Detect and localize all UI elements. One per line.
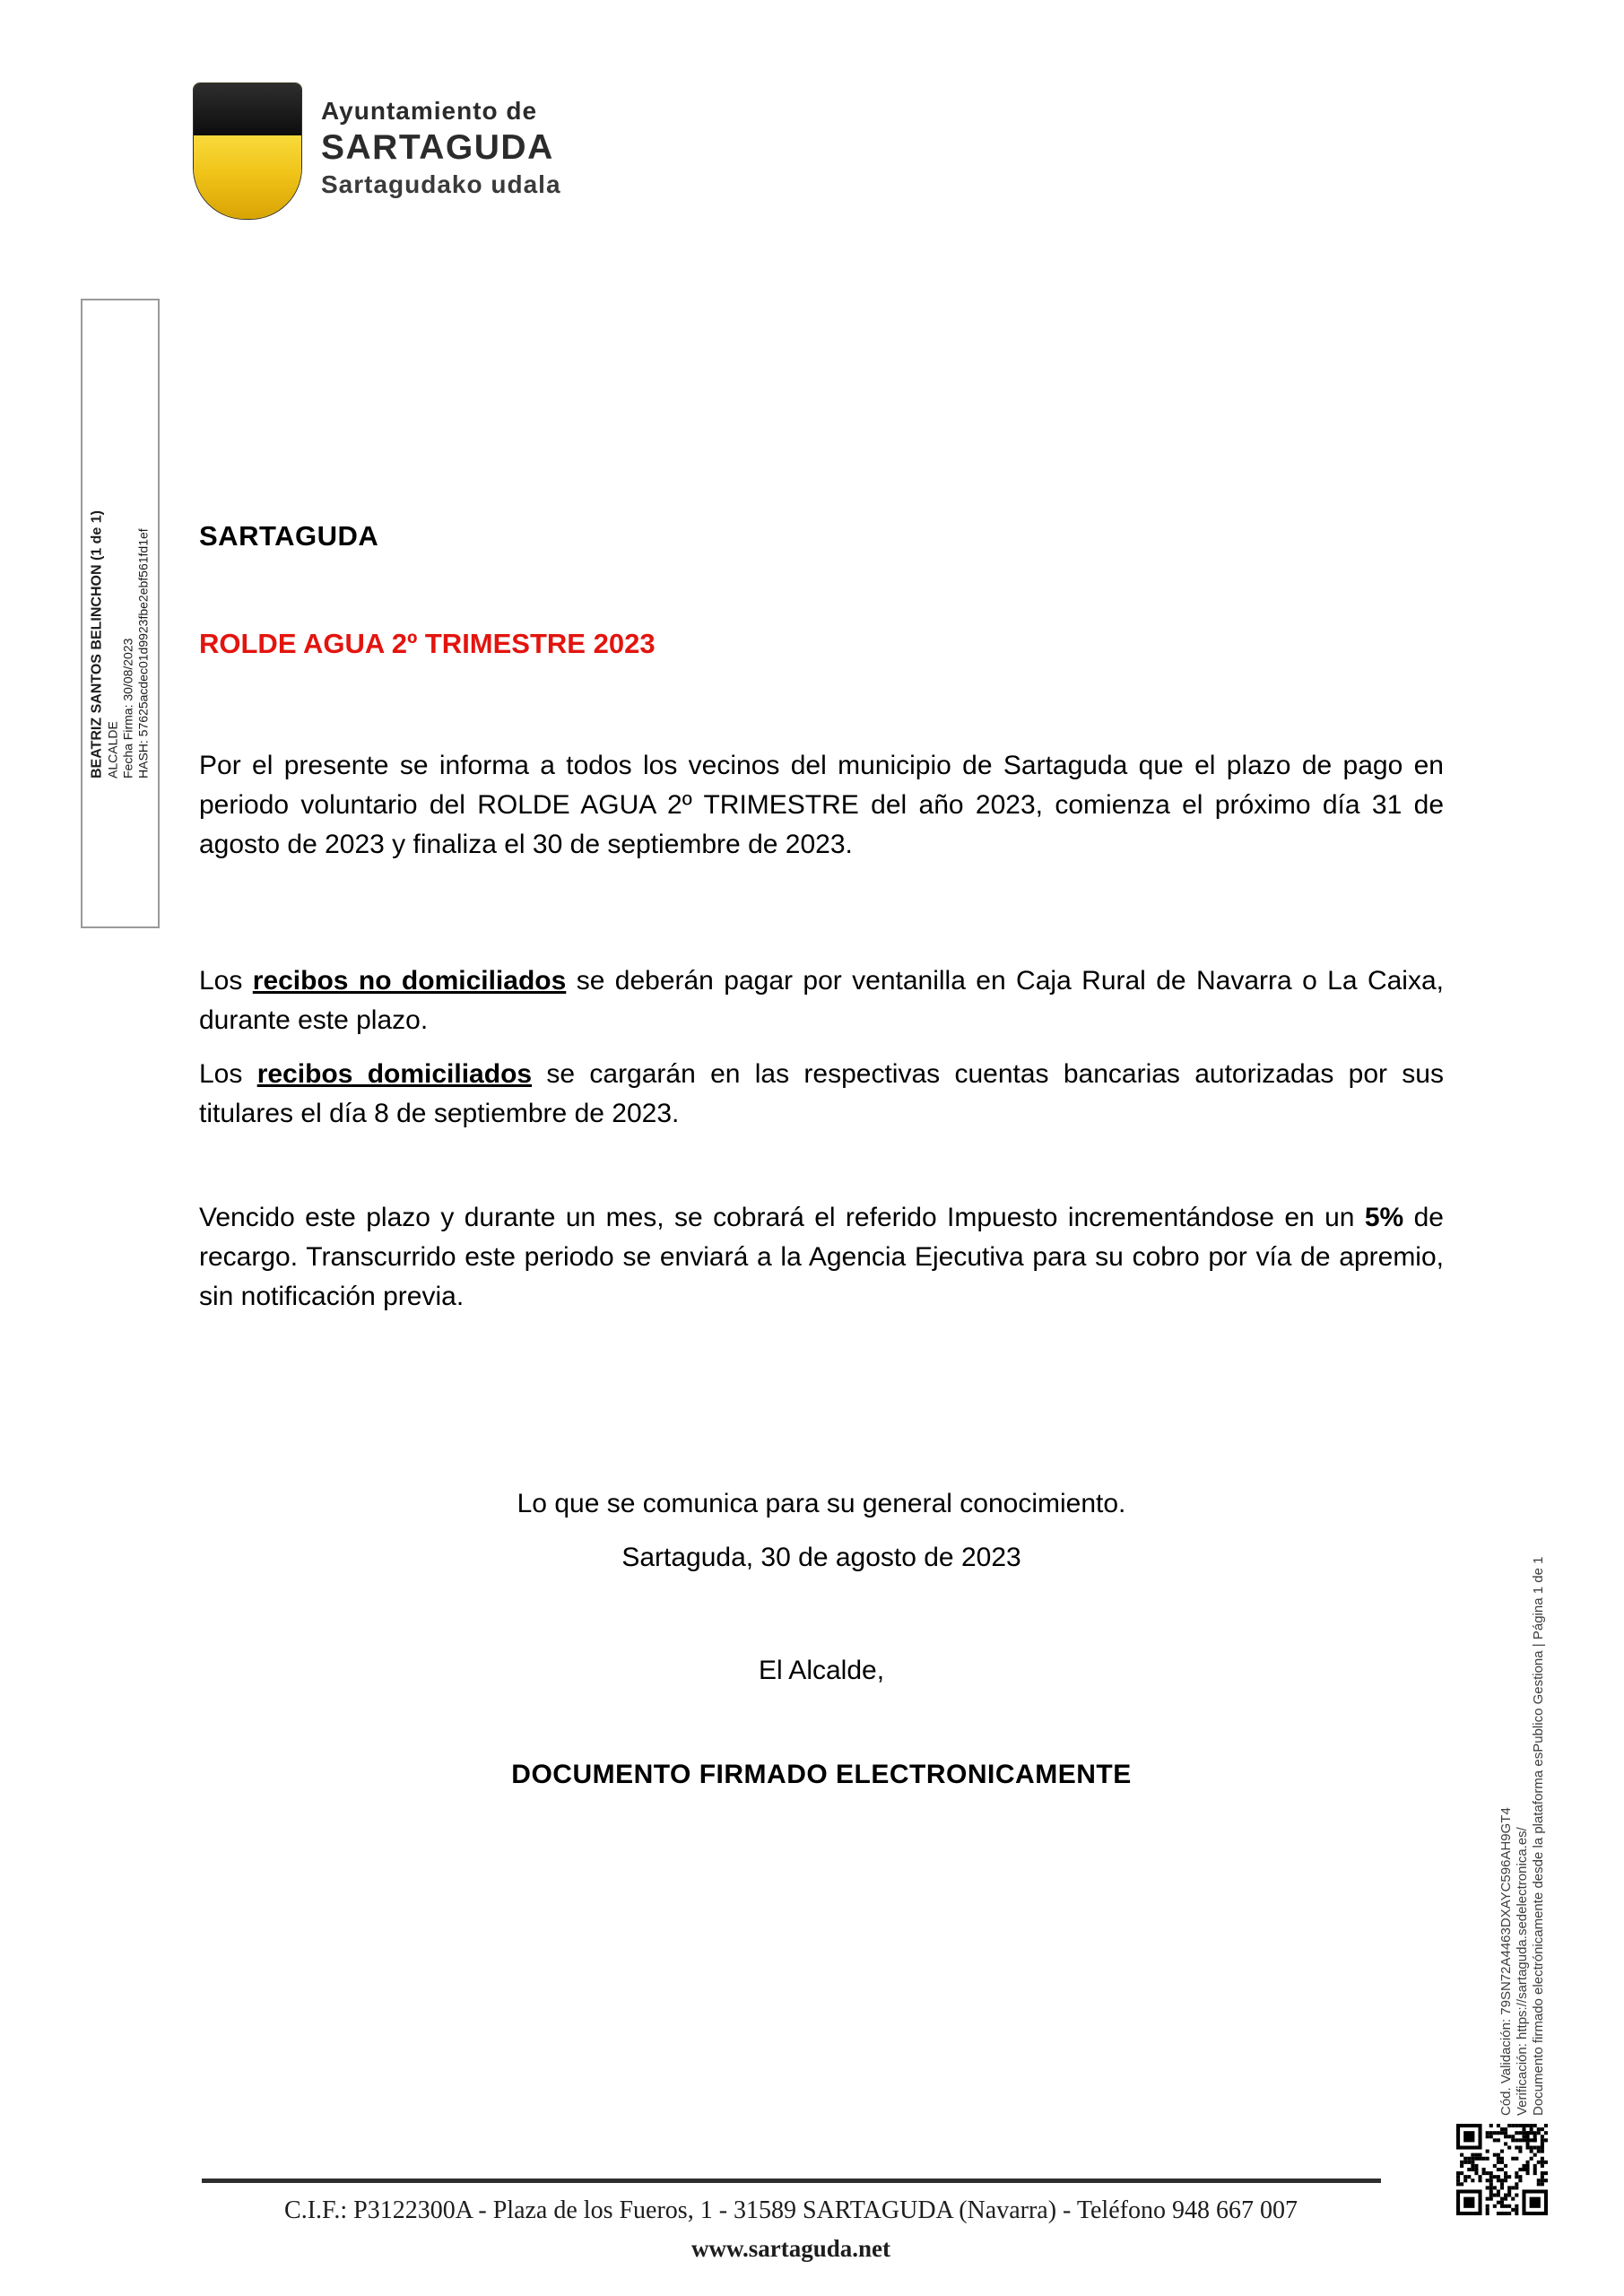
shield-black-band [194, 83, 301, 135]
stamp-role: ALCALDE [105, 721, 120, 778]
platform-page-line: Documento firmado electrónicamente desde la plataforma esPublico Gestiona | Página 1 de 1 [1531, 1556, 1546, 2116]
footer-website: www.sartaguda.net [690, 2235, 890, 2262]
p2-emphasis: recibos no domiciliados [252, 966, 567, 996]
logo-line-basque: Sartagudako udala [321, 170, 561, 198]
validation-margin-block [1496, 1433, 1550, 2117]
validation-margin-text [1498, 1434, 1547, 2116]
signature-stamp-box [81, 299, 160, 928]
stamp-hash: HASH: 57625acdec01d9923fbe2ebf561fd1ef [135, 528, 151, 778]
electronic-signature-note: DOCUMENTO FIRMADO ELECTRONICAMENTE [511, 1760, 1132, 1789]
logo-line-sartaguda: SARTAGUDA [321, 128, 554, 167]
stamp-date: Fecha Firma: 30/08/2023 [120, 638, 135, 778]
shield-yellow-field [194, 135, 301, 219]
municipality-heading: SARTAGUDA [199, 520, 379, 552]
place-and-date: Sartaguda, 30 de agosto de 2023 [621, 1543, 1021, 1572]
signature-stamp-text [90, 300, 152, 926]
qr-code [1456, 2124, 1548, 2215]
footer-divider [202, 2179, 1381, 2183]
closing-statement: Lo que se comunica para su general conocimiento. [517, 1489, 1126, 1518]
footer [199, 2192, 1383, 2267]
signer-title: El Alcalde, [758, 1656, 885, 1685]
p3-rest: se cargarán en las respectivas cuentas bancarias autorizadas por sus titulares el día 8 de septiembre de 2023. [199, 1059, 1444, 1128]
p4-percentage: 5% [1364, 1203, 1404, 1232]
logo-text [321, 97, 561, 199]
paragraph-surcharge [199, 1198, 1444, 1317]
paragraph-direct-debit [199, 1055, 1444, 1134]
town-shield-icon [193, 83, 302, 220]
stamp-signer-name: BEATRIZ SANTOS BELINCHON (1 de 1) [89, 510, 105, 778]
paragraph-intro: Por el presente se informa a todos los vecinos del municipio de Sartaguda que el plazo de pago en periodo voluntario del ROLDE AGUA 2º TRIMESTRE del año 2023, comienza el próximo día 31 de agosto de 2023 y finaliza el 30 de septiembre de 2023. [199, 751, 1444, 859]
p4-lead: Vencido este plazo y durante un mes, se cobrará el referido Impuesto incrementándose en un [199, 1203, 1365, 1232]
verification-url-line: Verificación: https://sartaguda.sedelectronica.es/ [1515, 1827, 1530, 2116]
p2-lead: Los [199, 966, 253, 996]
p4-rest: de recargo. Transcurrido este periodo se enviará a la Agencia Ejecutiva para su cobro por vía de apremio, sin notificación previa. [199, 1203, 1444, 1311]
p3-emphasis: recibos domiciliados [256, 1059, 533, 1089]
p2-rest: se deberán pagar por ventanilla en Caja Rural de Navarra o La Caixa, durante este plazo. [199, 966, 1444, 1035]
validation-code-line: Cód. Validación: 79SN72A4463DXAYC596AH9GT4 [1498, 1807, 1514, 2116]
document-title: ROLDE AGUA 2º TRIMESTRE 2023 [199, 628, 656, 659]
p3-lead: Los [199, 1059, 257, 1089]
paragraph-non-direct-debit [199, 961, 1444, 1040]
footer-contact-line: C.I.F.: P3122300A - Plaza de los Fueros, 1 - 31589 SARTAGUDA (Navarra) - Teléfono 948 667 007 [284, 2196, 1298, 2224]
logo-line-ayuntamiento: Ayuntamiento de [321, 97, 538, 125]
town-hall-logo [193, 83, 302, 220]
